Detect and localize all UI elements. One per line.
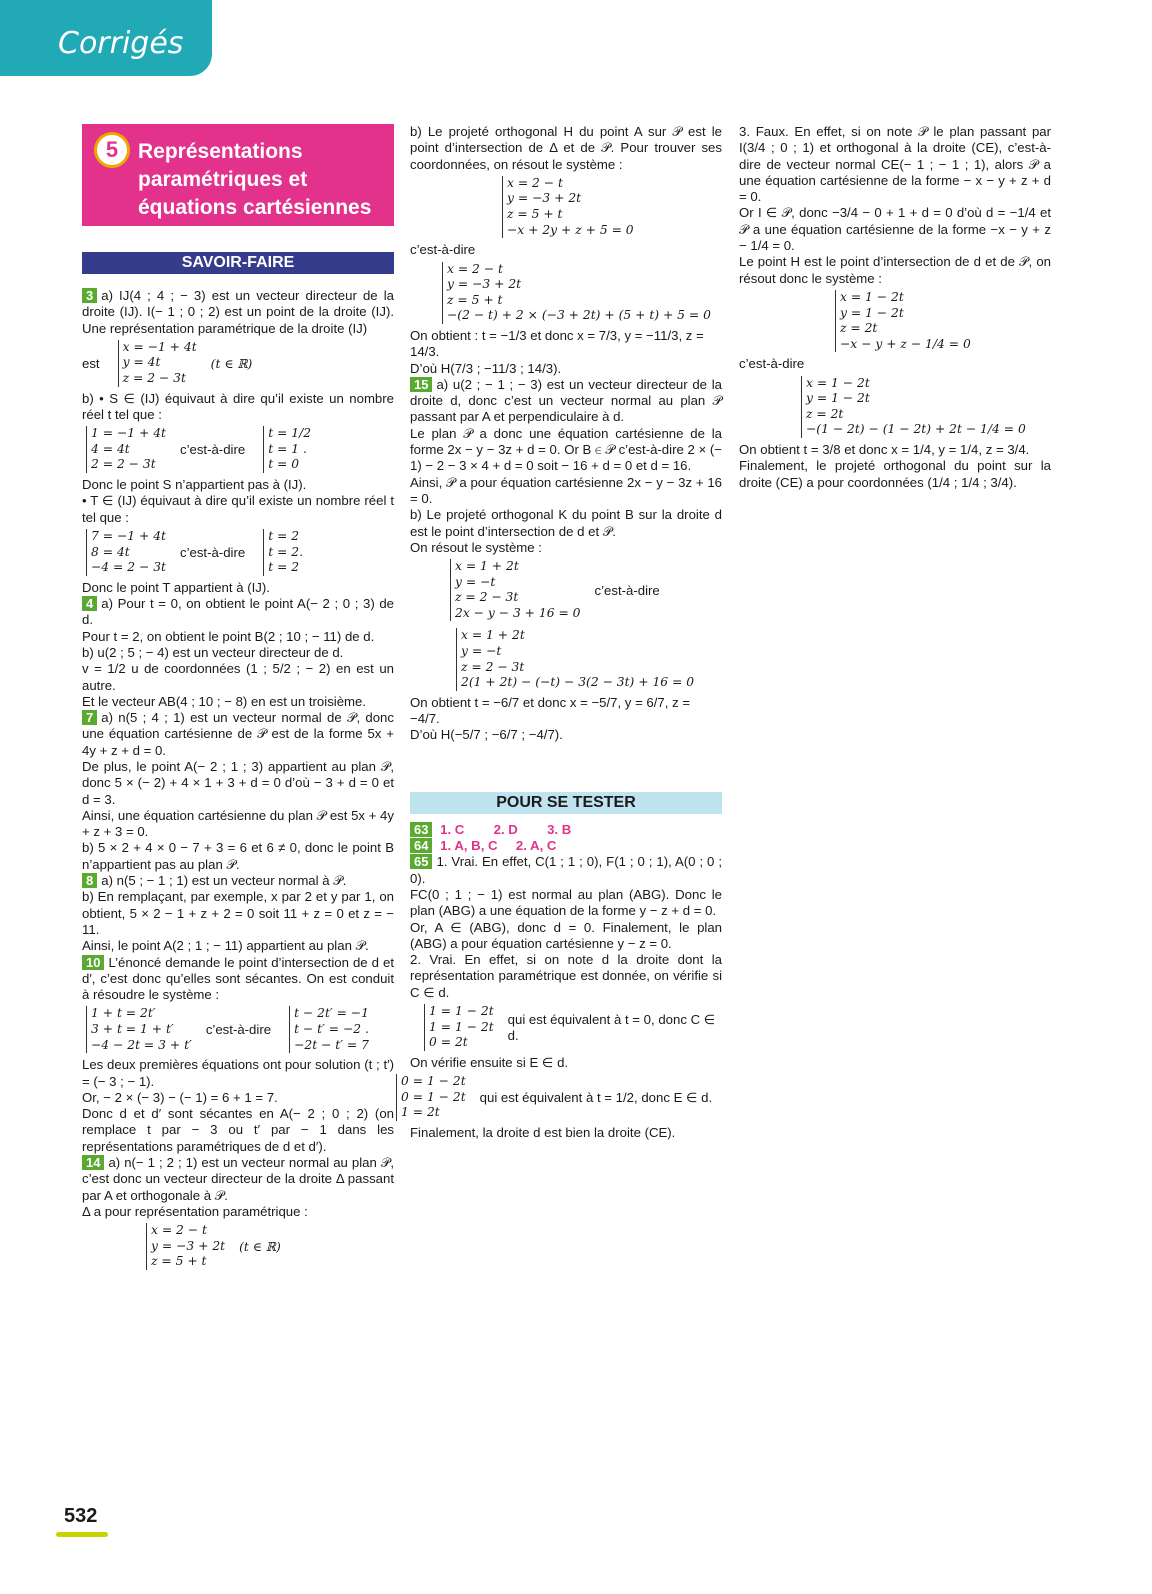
exercise-number: 3 [82,288,97,303]
exercise-7: 7 a) n(5 ; 4 ; 1) est un vecteur normal de 𝒫, donc une équation cartésienne de 𝒫 est de la forme 5x + 4y + z + d = 0. [82,710,394,758]
exercise-65: 65 1. Vrai. En effet, C(1 ; 1 ; 0), F(1 ; 0 ; 1), A(0 ; 0 ; 0). [410,854,722,886]
column-2: b) Le projeté orthogonal H du point A sur 𝒫 est le point d’intersection de Δ et de 𝒫. Pour trouver ses coordonnées, on résout le système : x = 2 − t y = −3 + 2t z = 5 + t −x + 2y + z + 5 = 0 c’est-à-dire x = 2 − t y = −3 + 2t z = 5 + t −(2 − t) + 2 × (−3 + 2t) + (5 + t) + 5 = 0 On obtient : t = −1/3 et donc x = 7/3, y = −11/3, z = 14/3. D’où H(7/3 ; −11/3 ; 14/3). 15 a) u(2 ; − 1 ; − 3) est un vecteur directeur de la droite d, donc c’est un vecteur normal au plan 𝒫 passant par A et perpendiculaire à d. Le plan 𝒫 a donc une équation cartésienne de la forme 2x − y − 3z + d = 0. Or B ∈ 𝒫 c’est-à-dire 2 × (− 1) − 2 − 3 × 4 + d = 0 soit − 16 + d = 0 et d = 16. Ainsi, 𝒫 a pour équation cartésienne 2x − y − 3z + 16 = 0. b) Le projeté orthogonal K du point B sur la droite d est le point d’intersection de d et 𝒫. On résout le système : x = 1 + 2t y = −t z = 2 − 3t 2x − y − 3 + 16 = 0 c’est-à-dire x = 1 + 2t y = −t z = 2 − 3t 2(1 + 2t) − (−t) − 3(2 − 3t) + 16 = 0 On obtient t = −6/7 et donc x = −5/7, y = 6/7, z = −4/7. D’où H(−5/7 ; −6/7 ; −4/7). POUR SE TESTER 63 1. C 2. D 3. B 64 1. A, B, C 2. A, C 65 1. Vrai. En effet, C(1 ; 1 ; 0), F(1 ; 0 ; 1), A(0 ; 0 ; 0). FC(0 ; 1 ; − 1) est normal au plan (ABG). Donc le plan (ABG) a une équation de la forme y − z + d = 0. Or, A ∈ (ABG), donc d = 0. Finalement, le plan (ABG) a pour équation cartésienne y − z = 0. 2. Vrai. En effet, si on note d la droite dont la représentation paramétrique est donnée, on vérifie si C ∈ d. 1 = 1 − 2t 1 = 1 − 2t 0 = 2t qui est équivalent à t = 0, donc C ∈ d. On vérifie ensuite si E ∈ d. 0 = 1 − 2t 0 = 1 − 2t 1 = 2t qui est équivalent à t = 1/2, donc E ∈ d. Finalement, la droite d est bien la droite (CE). [410,124,722,1141]
exercise-3b: b) • S ∈ (IJ) équivaut à dire qu’il existe un nombre réel t tel que : [82,390,394,422]
chapter-title: Représentations paramétriques et équations cartésiennes [138,140,372,219]
column-3: 3. Faux. En effet, si on note 𝒫 le plan passant par I(3/4 ; 0 ; 1) et orthogonal à la droite (CE), c’est-à-dire de vecteur normal CE(− 1 ; − 1 ; 1), alors 𝒫 a une équation cartésienne de la forme − x − y + z + d = 0. Or I ∈ 𝒫, donc −3/4 − 0 + 1 + d = 0 d’où d = −1/4 et 𝒫 a une équation cartésienne de la forme −x − y + z − 1/4 = 0. Le point H est le point d’intersection de d et de 𝒫, on résout donc le système : x = 1 − 2t y = 1 − 2t z = 2t −x − y + z − 1/4 = 0 c’est-à-dire x = 1 − 2t y = 1 − 2t z = 2t −(1 − 2t) − (1 − 2t) + 2t − 1/4 = 0 On obtient t = 3/8 et donc x = 1/4, y = 1/4, z = 3/4. Finalement, le projeté orthogonal du point sur la droite (CE) a pour coordonnées (1/4 ; 1/4 ; 3/4). [739,124,1051,490]
exercise-63: 63 1. C 2. D 3. B [410,822,722,838]
corriges-tab-label: Corrigés [58,26,184,61]
section-pour-se-tester: POUR SE TESTER [410,792,722,814]
chapter-number: 5 [94,132,130,168]
chapter-header [82,124,394,226]
exercise-15: 15 a) u(2 ; − 1 ; − 3) est un vecteur directeur de la droite d, donc c’est un vecteur normal au plan 𝒫 passant par A et perpendiculaire à d. [410,376,722,425]
exercise-65-3: 3. Faux. En effet, si on note 𝒫 le plan passant par I(3/4 ; 0 ; 1) et orthogonal à la droite (CE), c’est-à-dire de vecteur normal CE(− 1 ; − 1 ; 1), alors 𝒫 a une équation cartésienne de la forme − x − y + z + d = 0. [739,124,1051,205]
system-s: 1 = −1 + 4t 4 = 4t 2 = 2 − 3t c’est-à-dire t = 1/2 t = 1 . t = 0 [82,423,394,477]
exercise-4: 4 a) Pour t = 0, on obtient le point A(− 2 ; 0 ; 3) de d. [82,596,394,628]
system-ij: est x = −1 + 4t y = 4t z = 2 − 3t (t ∈ ℝ) [82,339,253,386]
exercise-64: 64 1. A, B, C 2. A, C [410,838,722,854]
section-savoir-faire: SAVOIR-FAIRE [82,252,394,274]
system-t: 7 = −1 + 4t 8 = 4t −4 = 2 − 3t c’est-à-dire t = 2 t = 2. t = 2 [82,526,394,580]
corriges-tab [0,0,212,76]
exercise-14b: b) Le projeté orthogonal H du point A sur 𝒫 est le point d’intersection de Δ et de 𝒫. Pour trouver ses coordonnées, on résout le système : [410,124,722,172]
page-number: 532 [64,1505,98,1527]
page-number-underline [56,1532,108,1537]
exercise-3: 3 a) IJ(4 ; 4 ; − 3) est un vecteur directeur de la droite (IJ). I(− 1 ; 0 ; 2) est un point de la droite (IJ). Une représentation paramétrique de la droite (IJ) [82,288,394,336]
exercise-10: 10 L’énoncé demande le point d’intersection de d et d′, c’est donc qu’elles sont sécantes. On est conduit à résoudre le système : [82,954,394,1003]
system-14: x = 2 − t y = −3 + 2t z = 5 + t (t ∈ ℝ) [142,1220,394,1274]
system-10: 1 + t = 2t′ 3 + t = 1 + t′ −4 − 2t = 3 + t′ c’est-à-dire t − 2t′ = −1 t − t′ = −2 . −2t − t′ = 7 [82,1003,394,1057]
column-1: 5 Représentations paramétriques et équations cartésiennes SAVOIR-FAIRE 3 a) IJ(4 ; 4 ; − 3) est un vecteur directeur de la droite (IJ). I(− 1 ; 0 ; 2) est un point de la droite (IJ). Une représentation paramétrique de la droite (IJ) est x = −1 + 4t y = 4t z = 2 − 3t (t ∈ ℝ) b) • S ∈ (IJ) équivaut à dire qu’il existe un nombre réel t tel que : 1 = −1 + 4t 4 = 4t 2 = 2 − 3t c’est-à-dire t = 1/2 t = 1 . t = 0 Donc le point S n’appartient pas à (IJ). • T ∈ (IJ) équivaut à dire qu’il existe un nombre réel t tel que : 7 = −1 + 4t 8 = 4t −4 = 2 − 3t c’est-à-dire t = 2 t = 2. t = 2 Donc le point T appartient à (IJ). 4 a) Pour t = 0, on obtient le point A(− 2 ; 0 ; 3) de d. Pour t = 2, on obtient le point B(2 ; 10 ; − 11) de d. b) u(2 ; 5 ; − 4) est un vecteur directeur de d. v = 1/2 u de coordonnées (1 ; 5/2 ; − 2) en est un autre. Et le vecteur AB(4 ; 10 ; − 8) en est un troisième. 7 a) n(5 ; 4 ; 1) est un vecteur normal de 𝒫, donc une équation cartésienne de 𝒫 est de la forme 5x + 4y + z + d = 0. De plus, le point A(− 2 ; 1 ; 3) appartient au plan 𝒫, donc 5 × (− 2) + 4 × 1 + 3 + d = 0 d’où − 3 + d = 0 et d = 3. Ainsi, une équation cartésienne du plan 𝒫 est 5x + 4y + z + 3 = 0. b) 5 × 2 + 4 × 0 − 7 + 3 = 6 et 6 ≠ 0, donc le point B n’appartient pas au plan 𝒫. 8 a) n(5 ; − 1 ; 1) est un vecteur normal à 𝒫. b) En remplaçant, par exemple, x par 2 et y par 1, on obtient, 5 × 2 − 1 + z + 2 = 0 soit 11 + z = 0 et z = − 11. Ainsi, le point A(2 ; 1 ; − 11) appartient au plan 𝒫. 10 L’énoncé demande le point d’intersection de d et d′, c’est donc qu’elles sont sécantes. On est conduit à résoudre le système : 1 + t = 2t′ 3 + t = 1 + t′ −4 − 2t = 3 + t′ c’est-à-dire t − 2t′ = −1 t − t′ = −2 . −2t − t′ = 7 Les deux premières équations ont pour solution (t ; t′) = (− 3 ; − 1). Or, − 2 × (− 3) − (− 1) = 6 + 1 = 7. Donc d et d′ sont sécantes en A(− 2 ; 0 ; 2) (on remplace t par − 3 ou t′ par − 1 dans les représentations paramétriques de d et d′). 14 a) n(− 1 ; 2 ; 1) est un vecteur normal au plan 𝒫, c’est donc un vecteur directeur de la droite Δ passant par A et orthogonale à 𝒫. Δ a pour représentation paramétrique : x = 2 − t y = −3 + 2t z = 5 + t (t ∈ ℝ) [82,124,394,1274]
equation-system: x = −1 + 4t y = 4t z = 2 − 3t [118,340,197,387]
exercise-8: 8 a) n(5 ; − 1 ; 1) est un vecteur normal à 𝒫. [82,873,394,889]
exercise-14: 14 a) n(− 1 ; 2 ; 1) est un vecteur normal au plan 𝒫, c’est donc un vecteur directeur de la droite Δ passant par A et orthogonale à 𝒫. [82,1155,394,1203]
